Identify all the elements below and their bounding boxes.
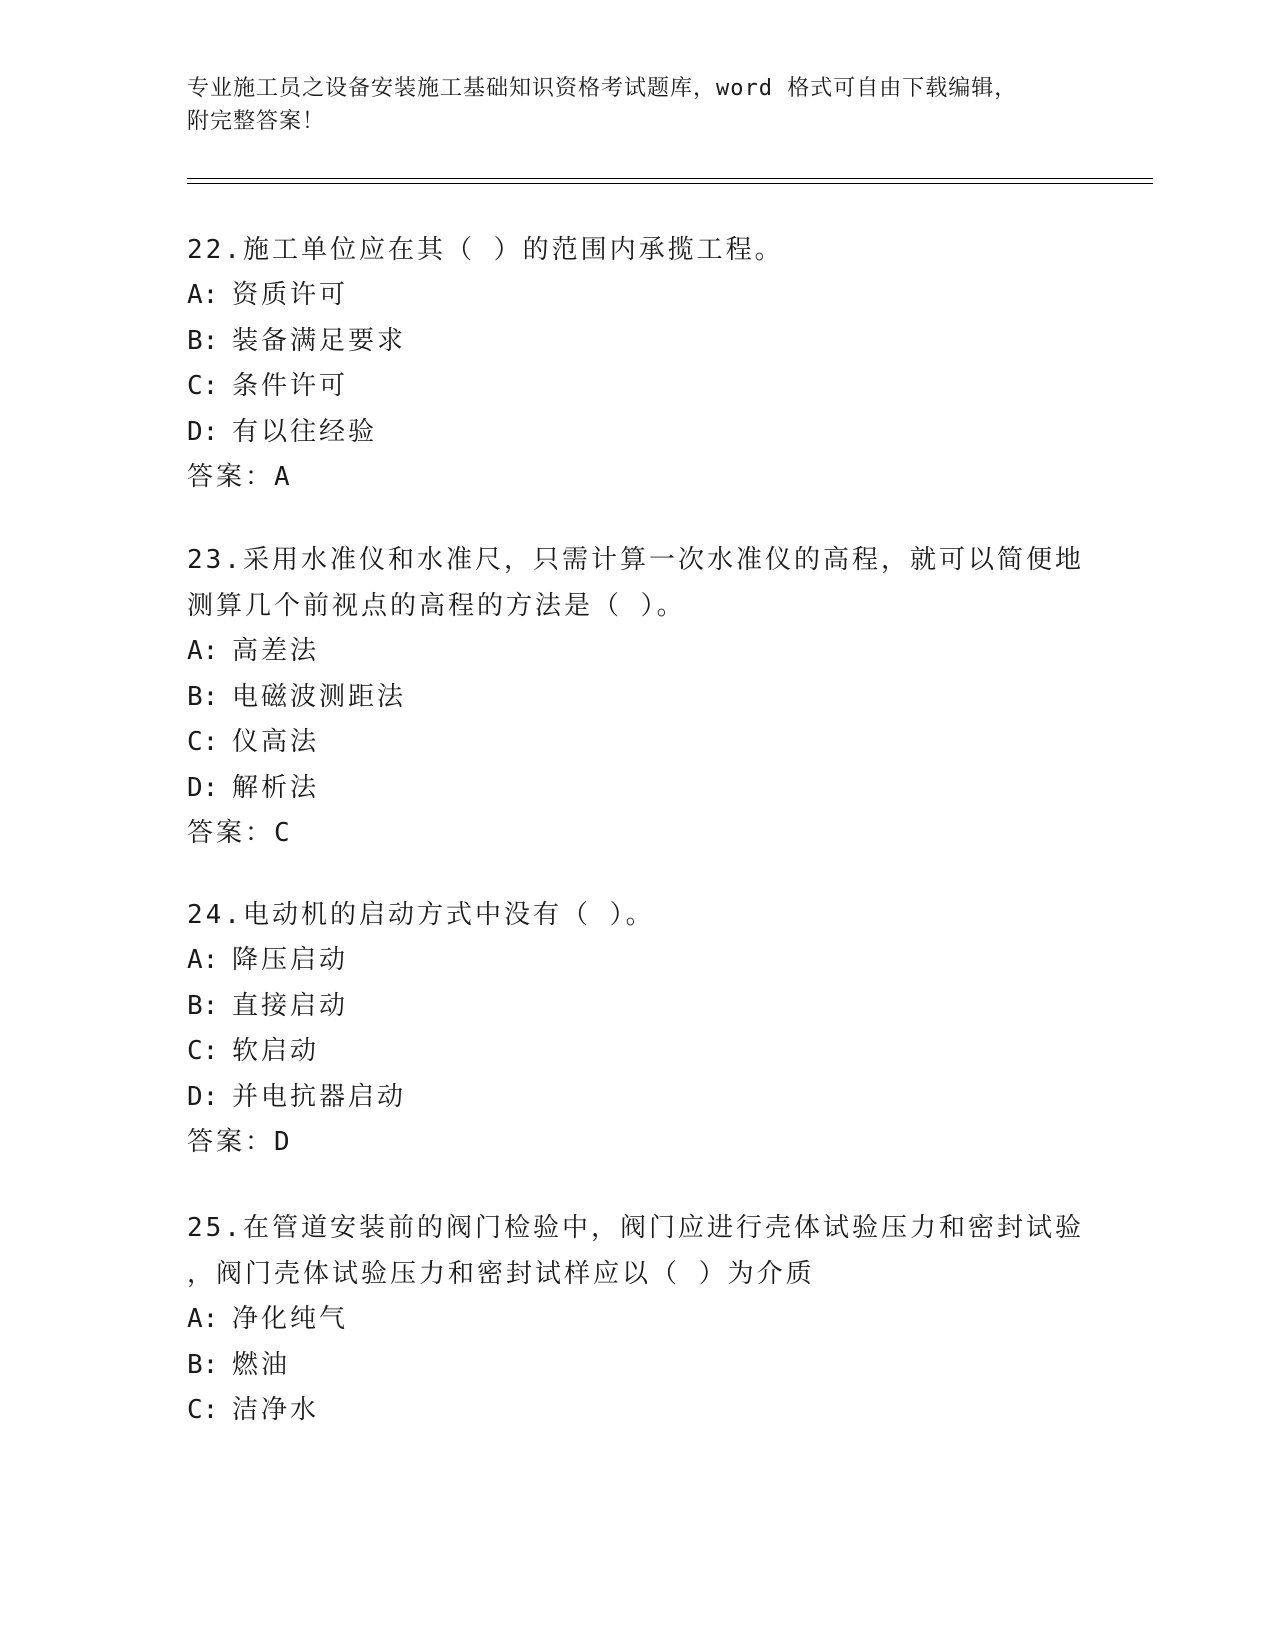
answer-line: [187, 455, 1087, 501]
question-22: [187, 227, 1087, 501]
question-text-line: 测算几个前视点的高程的方法是（ ）。: [187, 591, 686, 621]
question-stem: [187, 892, 1087, 938]
option-letter: C:: [187, 727, 219, 757]
option-text: 高差法: [232, 636, 320, 666]
option-letter: B:: [187, 325, 219, 356]
option-b: [187, 319, 1087, 365]
option-text: 净化纯气: [232, 1304, 349, 1334]
option-text: 燃油: [232, 1349, 291, 1380]
option-letter: C:: [187, 1395, 219, 1425]
option-letter: A:: [187, 1304, 219, 1334]
question-stem-continued: [187, 1251, 1087, 1297]
option-a: [187, 938, 1087, 984]
question-text-line: ，阀门壳体试验压力和密封试样应以（ ）为介质: [187, 1259, 815, 1289]
option-a: [187, 1297, 1087, 1343]
option-text: 洁净水: [232, 1395, 320, 1425]
option-text: 有以往经验: [232, 416, 378, 447]
answer-label: 答案：: [187, 1127, 275, 1157]
question-23: [187, 537, 1087, 857]
option-letter: A:: [187, 280, 219, 310]
option-text: 降压启动: [232, 945, 349, 975]
question-text-line: 电动机的启动方式中没有（ ）。: [242, 900, 655, 930]
option-c: [187, 364, 1087, 410]
header-divider-top: [187, 178, 1153, 179]
question-25: [187, 1205, 1087, 1434]
option-letter: B:: [187, 681, 219, 712]
option-c: [187, 720, 1087, 766]
option-text: 装备满足要求: [232, 325, 407, 356]
option-text: 解析法: [232, 772, 320, 803]
option-text: 条件许可: [232, 371, 349, 401]
answer-label: 答案：: [187, 818, 275, 848]
option-a: [187, 273, 1087, 319]
option-text: 直接启动: [232, 990, 349, 1021]
document-header: [187, 72, 1067, 138]
answer-line: [187, 811, 1087, 857]
option-b: [187, 1343, 1087, 1389]
question-24: [187, 892, 1087, 1166]
question-number: 25.: [187, 1213, 243, 1243]
option-letter: D:: [187, 1081, 219, 1112]
option-b: [187, 675, 1087, 721]
option-a: [187, 629, 1087, 675]
option-letter: B:: [187, 990, 219, 1021]
option-text: 仪高法: [232, 727, 320, 757]
question-stem: [187, 1205, 1087, 1251]
option-c: [187, 1029, 1087, 1075]
option-letter: C:: [187, 371, 219, 401]
answer-label: 答案：: [187, 462, 275, 492]
option-letter: C:: [187, 1036, 219, 1066]
question-stem: [187, 227, 1087, 273]
option-text: 电磁波测距法: [232, 681, 407, 712]
question-text-line: 在管道安装前的阀门检验中，阀门应进行壳体试验压力和密封试验: [242, 1213, 1084, 1243]
question-number: 24.: [187, 900, 243, 930]
question-number: 22.: [187, 235, 243, 265]
option-c: [187, 1388, 1087, 1434]
option-b: [187, 984, 1087, 1030]
option-letter: A:: [187, 636, 219, 666]
header-divider-bottom: [187, 183, 1153, 184]
option-text: 并电抗器启动: [232, 1081, 407, 1112]
option-letter: D:: [187, 416, 219, 447]
answer-value: D: [274, 1127, 293, 1157]
option-text: 资质许可: [232, 280, 349, 310]
answer-value: C: [274, 818, 293, 848]
header-line-2: 附完整答案！: [187, 109, 326, 134]
option-d: [187, 1075, 1087, 1121]
question-stem-continued: [187, 583, 1087, 629]
option-d: [187, 410, 1087, 456]
answer-value: A: [274, 462, 293, 492]
option-letter: B:: [187, 1349, 219, 1380]
option-text: 软启动: [232, 1036, 320, 1066]
option-letter: D:: [187, 772, 219, 803]
header-line-1: 专业施工员之设备安装施工基础知识资格考试题库，word 格式可自由下载编辑，: [187, 76, 1018, 101]
option-letter: A:: [187, 945, 219, 975]
question-stem: [187, 537, 1087, 583]
question-text-line: 施工单位应在其（ ）的范围内承揽工程。: [242, 235, 784, 265]
question-text-line: 采用水准仪和水准尺，只需计算一次水准仪的高程，就可以简便地: [242, 545, 1084, 575]
question-number: 23.: [187, 545, 243, 575]
answer-line: [187, 1120, 1087, 1166]
option-d: [187, 766, 1087, 812]
